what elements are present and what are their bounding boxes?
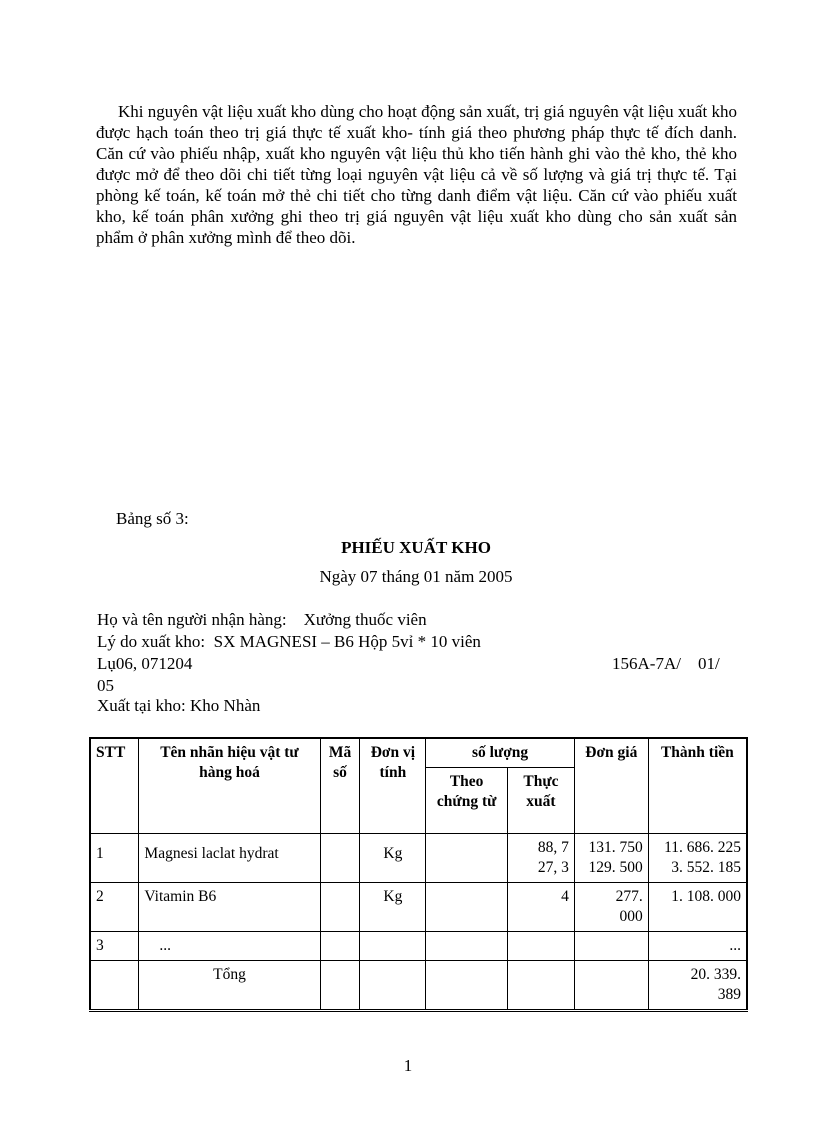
doc-title: PHIẾU XUẤT KHO [341, 538, 491, 557]
table-row [90, 883, 747, 932]
cell-total-stt [90, 961, 139, 1011]
issue-slip-table [89, 737, 748, 1012]
table-row [90, 834, 747, 883]
cell-unit: Kg [360, 883, 426, 932]
cell-name: ... [139, 932, 320, 961]
cell-name: Magnesi laclat hydrat [139, 834, 320, 883]
price-line-1: 131. 750 [588, 839, 643, 856]
cell-qty-document [426, 834, 508, 883]
cell-price: 277. 000 [574, 883, 648, 932]
receiver-line: Họ và tên người nhận hàng: Xưởng thuốc viên [97, 610, 427, 629]
warehouse-line: Xuất tại kho: Kho Nhàn [97, 696, 261, 715]
cell-amount: ... [648, 932, 747, 961]
cell-amount [648, 834, 747, 883]
cell-unit [360, 932, 426, 961]
table-total-row [90, 961, 747, 1011]
cell-code [320, 883, 360, 932]
cell-stt: 2 [90, 883, 139, 932]
header-quantity-actual: Thực xuất [508, 768, 575, 834]
cell-amount: 1. 108. 000 [648, 883, 747, 932]
cell-total-unit [360, 961, 426, 1011]
header-quantity: số lượng [426, 738, 575, 768]
cell-stt: 1 [90, 834, 139, 883]
reason-line: Lý do xuất kho: SX MAGNESI – B6 Hộp 5vỉ * 10 viên [97, 632, 481, 651]
table-row [90, 932, 747, 961]
table-header-row [90, 738, 747, 768]
header-price: Đơn giá [574, 738, 648, 834]
reference-code: 156A-7A/ 01/ [612, 654, 720, 673]
cell-price [574, 834, 648, 883]
lot-line: Lụ06, 071204 [97, 654, 193, 673]
total-label: Tổng [139, 961, 320, 1011]
cell-qty-actual: 4 [508, 883, 575, 932]
cell-unit: Kg [360, 834, 426, 883]
price-line-2: 129. 500 [588, 859, 643, 876]
qty-actual-line-1: 88, 7 [537, 839, 569, 856]
cell-code [320, 834, 360, 883]
total-amount: 20. 339. 389 [648, 961, 747, 1011]
header-code: Mã số [320, 738, 360, 834]
cell-qty-actual [508, 932, 575, 961]
cell-qty-document [426, 932, 508, 961]
table-caption: Bảng số 3: [116, 509, 189, 528]
header-stt: STT [90, 738, 139, 834]
cell-qty-document [426, 883, 508, 932]
cell-total-qty-actual [508, 961, 575, 1011]
header-unit: Đơn vị tính [360, 738, 426, 834]
header-quantity-document: Theo chứng từ [426, 768, 508, 834]
header-name: Tên nhãn hiệu vật tư hàng hoá [139, 738, 320, 834]
qty-actual-line-2: 27, 3 [537, 859, 569, 876]
cell-total-code [320, 961, 360, 1011]
header-amount: Thành tiền [648, 738, 747, 834]
reference-code-continued: 05 [97, 676, 114, 695]
amount-line-2: 3. 552. 185 [671, 859, 741, 876]
page-number: 1 [403, 1056, 413, 1075]
cell-code [320, 932, 360, 961]
amount-line-1: 11. 686. 225 [664, 839, 741, 856]
intro-paragraph: Khi nguyên vật liệu xuất kho dùng cho hoạt động sản xuất, trị giá nguyên vật liệu xuất kho được hạch toán theo trị giá thực tế xuất kho- tính giá theo phương pháp thực tế đích danh. Căn cứ vào phiếu nhập, xuất kho nguyên vật liệu thủ kho tiến hành ghi vào thẻ kho, thẻ kho được mở để theo dõi chi tiết từng loại nguyên vật liệu cả về số lượng và giá trị thực tế. Tại phòng kế toán, kế toán mở thẻ chi tiết cho từng danh điểm vật liệu. Căn cứ vào phiếu xuất kho, kế toán phân xưởng ghi theo trị giá nguyên vật liệu xuất kho dùng cho sản xuất sản phẩm ở phân xưởng mình để theo dõi. [96, 102, 737, 247]
cell-name: Vitamin B6 [139, 883, 320, 932]
cell-total-price [574, 961, 648, 1011]
cell-qty-actual [508, 834, 575, 883]
cell-price [574, 932, 648, 961]
doc-date: Ngày 07 tháng 01 năm 2005 [319, 567, 513, 586]
cell-stt: 3 [90, 932, 139, 961]
cell-total-qty-document [426, 961, 508, 1011]
